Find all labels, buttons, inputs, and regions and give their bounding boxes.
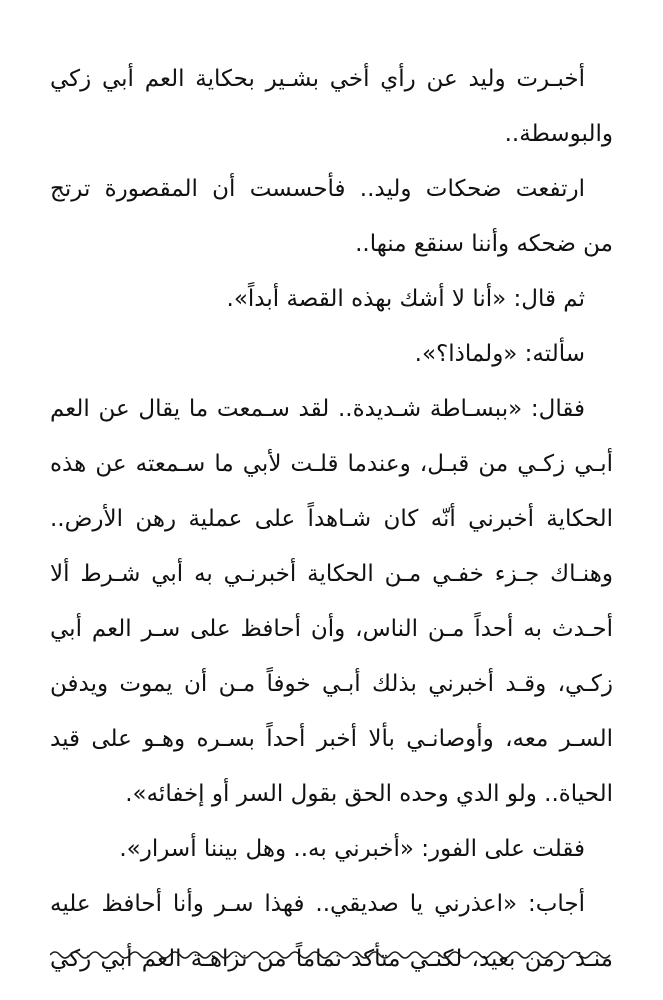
paragraph-4-line-1: سألته: «ولماذا؟». xyxy=(414,341,585,367)
paragraph-5-line-8: الحياة.. ولو الدي وحده الحق بقول السر أو إخفائه». xyxy=(125,781,613,807)
book-page-text xyxy=(50,52,613,987)
paragraph-6-line-1: فقلت على الفور: «أخبرني به.. وهل بيننا أسرار». xyxy=(119,836,585,862)
paragraph-3-line-1: ثم قال: «أنا لا أشك بهذه القصة أبداً». xyxy=(226,286,585,312)
paragraph-1-line-2: والبوسطة.. xyxy=(504,121,613,147)
paragraph-5-line-2: أبـي زكـي من قبـل، وعندما قلـت لأبي ما سـمعته عن هذه xyxy=(50,451,613,477)
paragraph-5-line-3: الحكاية أخبرني أنّه كان شـاهداً على عملية رهن الأرض.. xyxy=(50,506,613,532)
paragraph-5-line-7: السـر معه، وأوصانـي بألا أخبر أحداً بسـره وهـو على قيد xyxy=(50,726,613,752)
paragraph-7-line-2: منـذ زمن بعيد، لكنـي متأكد تماماً من نزاهـة العم أبي زكي xyxy=(50,946,613,972)
paragraph-2-line-2: من ضحكه وأننا سنقع منها.. xyxy=(355,231,613,257)
paragraph-5-line-6: زكـي، وقـد أخبرني بذلك أبـي خوفاً مـن أن يموت ويدفن xyxy=(50,671,613,697)
paragraph-2-line-1: ارتفعت ضحكات وليد.. فأحسست أن المقصورة ترتج xyxy=(50,176,585,202)
paragraph-5-line-4: وهنـاك جـزء خفـي مـن الحكاية أخبرنـي به أبي شـرط ألا xyxy=(50,561,613,587)
paragraph-5-line-1: فقال: «ببسـاطة شـديدة.. لقد سـمعت ما يقال عن العم xyxy=(50,396,585,422)
wavy-divider-path xyxy=(50,952,610,958)
paragraph-7-line-1: أجاب: «اعذرني يا صديقي.. فهذا سـر وأنا أحافظ عليه xyxy=(50,891,585,917)
wavy-divider-line xyxy=(50,948,613,962)
paragraph-1-line-1: أخبـرت وليد عن رأي أخي بشـير بحكاية العم أبي زكي xyxy=(50,66,585,92)
paragraph-5-line-5: أحـدث به أحداً مـن الناس، وأن أحافظ على سـر العم أبي xyxy=(50,616,613,642)
